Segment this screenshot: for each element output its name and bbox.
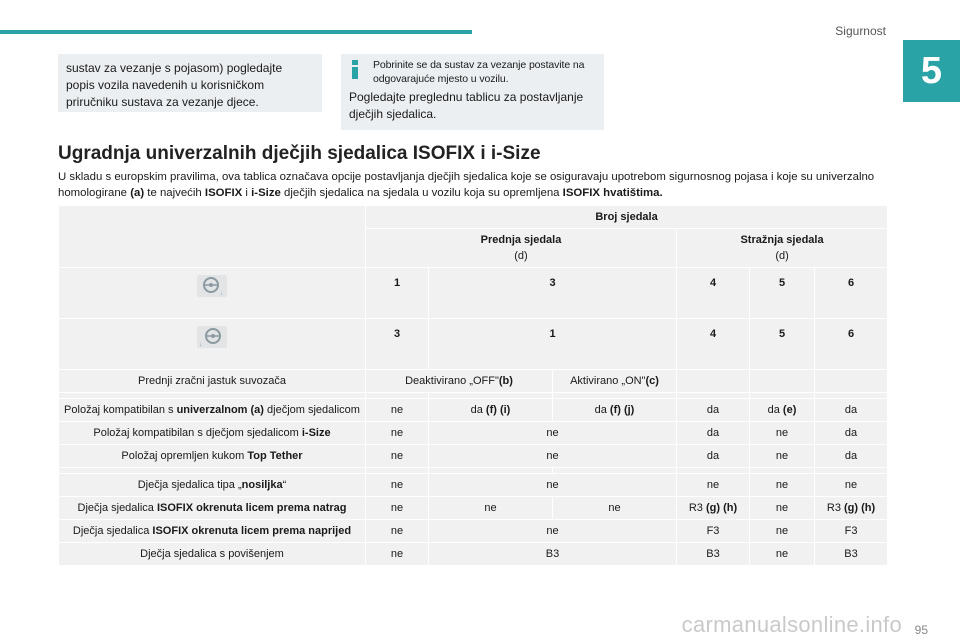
note-right-text: Pogledajte preglednu tablicu za postavljanje dječjih sjedalica.: [349, 90, 584, 121]
cell-value: ne: [366, 543, 429, 566]
row-label: Položaj kompatibilan s univerzalnom (a) dječjom sjedalicom: [59, 399, 366, 422]
row-label: Dječja sjedalica tipa „nosiljka“: [59, 474, 366, 497]
seat-number: 1: [366, 268, 429, 319]
cell-value: da (f) (i): [429, 399, 553, 422]
svg-text:↓: ↓: [199, 342, 202, 348]
table-row: [59, 422, 888, 445]
cell-value: ne: [366, 445, 429, 468]
seat-number: 5: [750, 268, 815, 319]
cell-value: da (e): [750, 399, 815, 422]
cell-value: ne: [429, 520, 677, 543]
cell-value: ne: [429, 422, 677, 445]
row-label: Položaj kompatibilan s dječjom sjedalicom i-Size: [59, 422, 366, 445]
seat-number: 4: [677, 319, 750, 370]
cell-value: ne: [429, 497, 553, 520]
cell-value: ne: [815, 474, 888, 497]
table-row: [59, 543, 888, 566]
airbag-label: Prednji zračni jastuk suvozača: [59, 370, 366, 393]
svg-text:↓: ↓: [220, 291, 223, 297]
cell-value: ne: [366, 520, 429, 543]
cell-value: ne: [366, 497, 429, 520]
cell-value: da: [815, 399, 888, 422]
cell-value: B3: [815, 543, 888, 566]
table-row: [59, 268, 888, 319]
lhd-icon-cell: [59, 268, 366, 319]
cell-value: B3: [677, 543, 750, 566]
seat-number: 3: [429, 268, 677, 319]
cell-value: ne: [750, 520, 815, 543]
seat-number: 3: [366, 319, 429, 370]
cell-value: ne: [750, 445, 815, 468]
cell-value: ne: [677, 474, 750, 497]
cell-value: da: [815, 422, 888, 445]
cell-value: ne: [366, 474, 429, 497]
cell-value: da: [677, 445, 750, 468]
seat-number: 6: [815, 268, 888, 319]
note-left-text: sustav za vezanje s pojasom) pogledajte popis vozila navedenih u korisničkom priručniku sustava za vezanje djece.: [66, 61, 283, 109]
cell-value: da: [815, 445, 888, 468]
row-label: Dječja sjedalica ISOFIX okrenuta licem prema natrag: [59, 497, 366, 520]
rhd-icon-cell: [59, 319, 366, 370]
cell-value: ne: [429, 445, 677, 468]
cell-value: ne: [429, 474, 677, 497]
row-label: Dječja sjedalica s povišenjem: [59, 543, 366, 566]
rear-seats-header: Stražnja sjedala (d): [677, 229, 888, 268]
seat-number: 1: [429, 319, 677, 370]
cell-value: da: [677, 399, 750, 422]
section-title: Sigurnost: [835, 24, 886, 38]
cell-value: R3 (g) (h): [677, 497, 750, 520]
cell-value: ne: [750, 497, 815, 520]
note-right-small-text: Pobrinite se da sustav za vezanje postavite na odgovarajuće mjesto u vozilu.: [373, 59, 585, 85]
table-row: [59, 520, 888, 543]
seat-number: 5: [750, 319, 815, 370]
page-number: 95: [914, 623, 928, 637]
info-icon: [352, 60, 358, 78]
front-seats-header: Prednja sjedala (d): [366, 229, 677, 268]
cell-value: ne: [750, 543, 815, 566]
section-heading: Ugradnja univerzalnih dječjih sjedalica ISOFIX i i-Size: [58, 143, 541, 164]
watermark: carmanualsonline.info: [681, 612, 902, 637]
note-left: [58, 54, 322, 112]
cell-value: R3 (g) (h): [815, 497, 888, 520]
cell-value: da (f) (j): [553, 399, 677, 422]
cell-value: B3: [429, 543, 677, 566]
cell-value: ne: [553, 497, 677, 520]
chapter-number: 5: [903, 40, 960, 102]
cell-value: ne: [750, 422, 815, 445]
seat-number-header: Broj sjedala: [366, 206, 888, 229]
table-row: [59, 399, 888, 422]
intro-paragraph: U skladu s europskim pravilima, ova tablica označava opcije postavljanja dječjih sjedalica koje se osiguravaju upotrebom sigurnosnog pojasa i koje su univerzalno homologirane (a) te najvećih ISOFIX i i-Size dječjih sjedalica na sjedala u vozilu koja su opremljena ISOFIX hvatištima.: [58, 171, 875, 199]
table-row: [59, 474, 888, 497]
airbag-on-cell: Aktivirano „ON"(c): [553, 370, 677, 393]
note-right: [341, 54, 604, 130]
isofix-table: [58, 205, 888, 566]
header-accent-bar: [0, 30, 472, 34]
steering-wheel-rhd-icon: [197, 326, 227, 348]
table-row: [59, 370, 888, 393]
seat-number: 6: [815, 319, 888, 370]
table-row: [59, 445, 888, 468]
cell-value: ne: [366, 422, 429, 445]
cell-value: ne: [750, 474, 815, 497]
steering-wheel-lhd-icon: [197, 275, 227, 297]
table-row: [59, 497, 888, 520]
table-row: [59, 319, 888, 370]
corner-cell: [59, 206, 366, 268]
row-label: Dječja sjedalica ISOFIX okrenuta licem prema naprijed: [59, 520, 366, 543]
cell-value: ne: [366, 399, 429, 422]
seat-number: 4: [677, 268, 750, 319]
row-label: Položaj opremljen kukom Top Tether: [59, 445, 366, 468]
cell-value: da: [677, 422, 750, 445]
cell-value: F3: [815, 520, 888, 543]
cell-value: F3: [677, 520, 750, 543]
airbag-off-cell: Deaktivirano „OFF"(b): [366, 370, 553, 393]
